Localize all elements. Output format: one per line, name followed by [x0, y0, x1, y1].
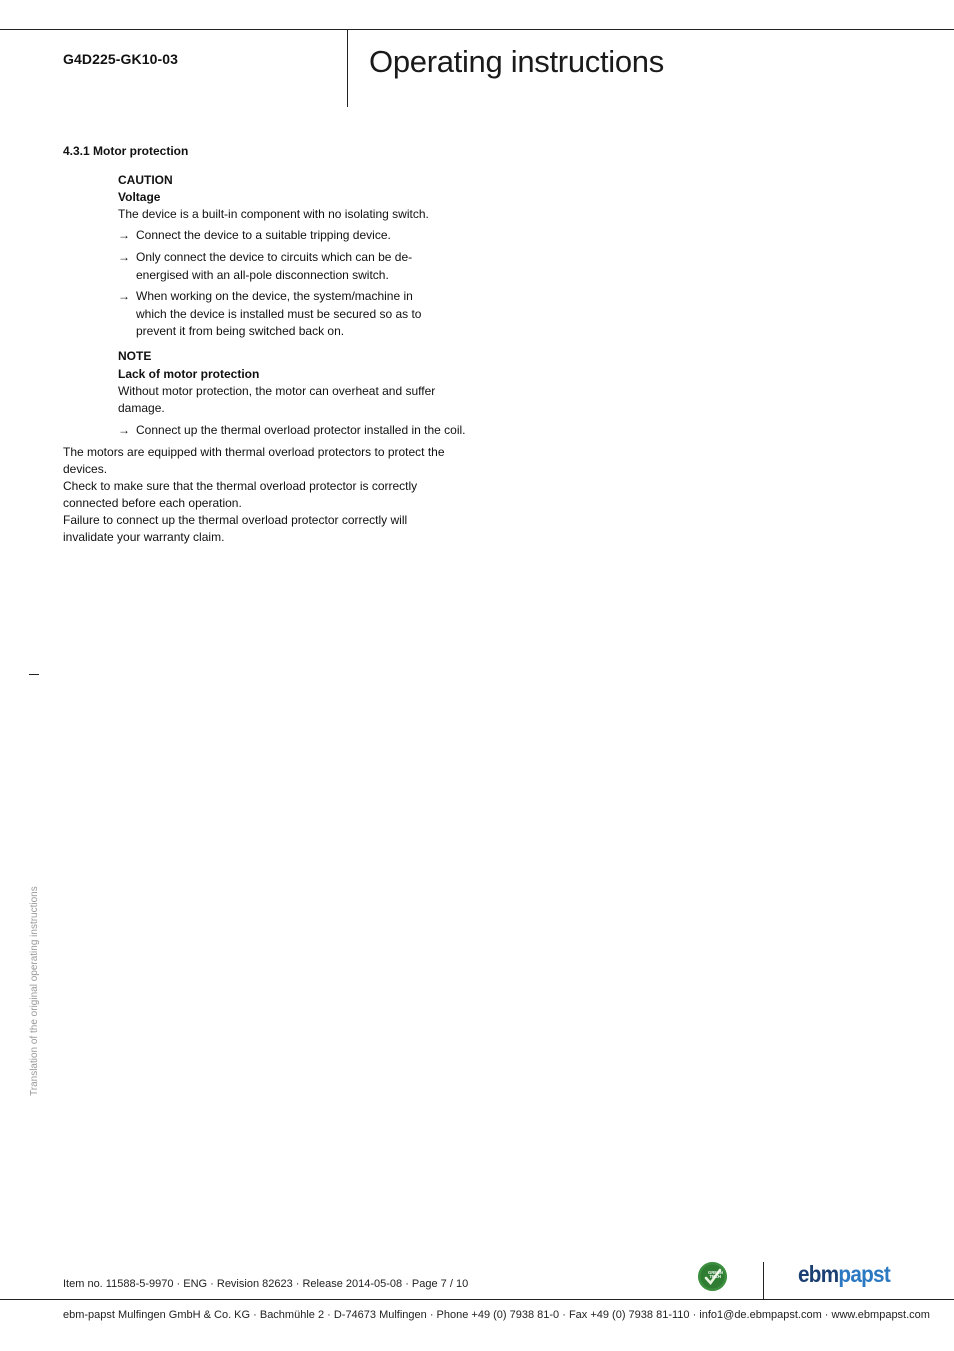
- body-line: Failure to connect up the thermal overload protector correctly will: [63, 513, 408, 527]
- body-line: The motors are equipped with thermal overload protectors to protect the: [63, 445, 445, 459]
- header-top-rule: [0, 29, 954, 30]
- caution-item-1: [118, 227, 391, 245]
- company-info: ebm-papst Mulfingen GmbH & Co. KG · Bachmühle 2 · D-74673 Mulfingen · Phone +49 (0) 7938 81-0 · Fax +49 (0) 7938 81-110 · info1@de.ebmpapst.com · www.ebmpapst.com: [63, 1309, 930, 1321]
- caution-item-text: prevent it from being switched back on.: [136, 324, 345, 338]
- caution-item-text: energised with an all-pole disconnection switch.: [136, 267, 389, 282]
- caution-item-text: Connect the device to a suitable tripping device.: [136, 228, 391, 242]
- note-item-text: Connect up the thermal overload protector installed in the coil.: [136, 423, 466, 437]
- section-heading: 4.3.1 Motor protection: [63, 144, 189, 158]
- ebmpapst-logo: [798, 1261, 890, 1288]
- green-tech-check-icon: [698, 1262, 727, 1291]
- arrow-icon: →: [118, 250, 130, 264]
- page-title: Operating instructions: [369, 44, 664, 79]
- body-line: connected before each operation.: [63, 496, 242, 510]
- fold-mark: [29, 674, 39, 675]
- svg-text:TECH: TECH: [709, 1274, 721, 1279]
- body-paragraph: [63, 444, 445, 546]
- item-info: Item no. 11588-5-9970 · ENG · Revision 82623 · Release 2014-05-08 · Page 7 / 10: [63, 1278, 469, 1290]
- caution-label: CAUTION: [118, 173, 173, 187]
- caution-subject: Voltage: [118, 190, 161, 204]
- model-number: G4D225-GK10-03: [63, 51, 179, 67]
- caution-text: The device is a built-in component with no isolating switch.: [118, 207, 429, 221]
- caution-item-text: Only connect the device to circuits which can be de-: [136, 250, 413, 264]
- note-text-line-1: Without motor protection, the motor can overheat and suffer: [118, 384, 436, 398]
- header-divider: [347, 29, 348, 107]
- translation-note: Translation of the original operating instructions: [29, 886, 40, 1096]
- body-line: invalidate your warranty claim.: [63, 530, 225, 544]
- caution-item-text: which the device is installed must be secured so as to: [136, 306, 422, 321]
- footer-rule: [0, 1299, 954, 1300]
- body-line: Check to make sure that the thermal overload protector is correctly: [63, 479, 418, 493]
- note-text-line-2: damage.: [118, 401, 165, 415]
- logo-part-ebm: ebm: [798, 1261, 839, 1287]
- caution-item-3: [118, 288, 421, 341]
- arrow-icon: →: [118, 228, 130, 242]
- svg-text:GREEN: GREEN: [708, 1270, 723, 1275]
- logo-part-papst: papst: [838, 1261, 891, 1287]
- caution-item-text: When working on the device, the system/machine in: [136, 289, 413, 303]
- note-subject: Lack of motor protection: [118, 367, 260, 381]
- note-label: NOTE: [118, 349, 152, 363]
- arrow-icon: →: [118, 423, 130, 437]
- logo-divider: [763, 1262, 764, 1299]
- body-line: devices.: [63, 462, 108, 476]
- note-item: [118, 422, 466, 440]
- arrow-icon: →: [118, 289, 130, 303]
- caution-item-2: [118, 249, 412, 284]
